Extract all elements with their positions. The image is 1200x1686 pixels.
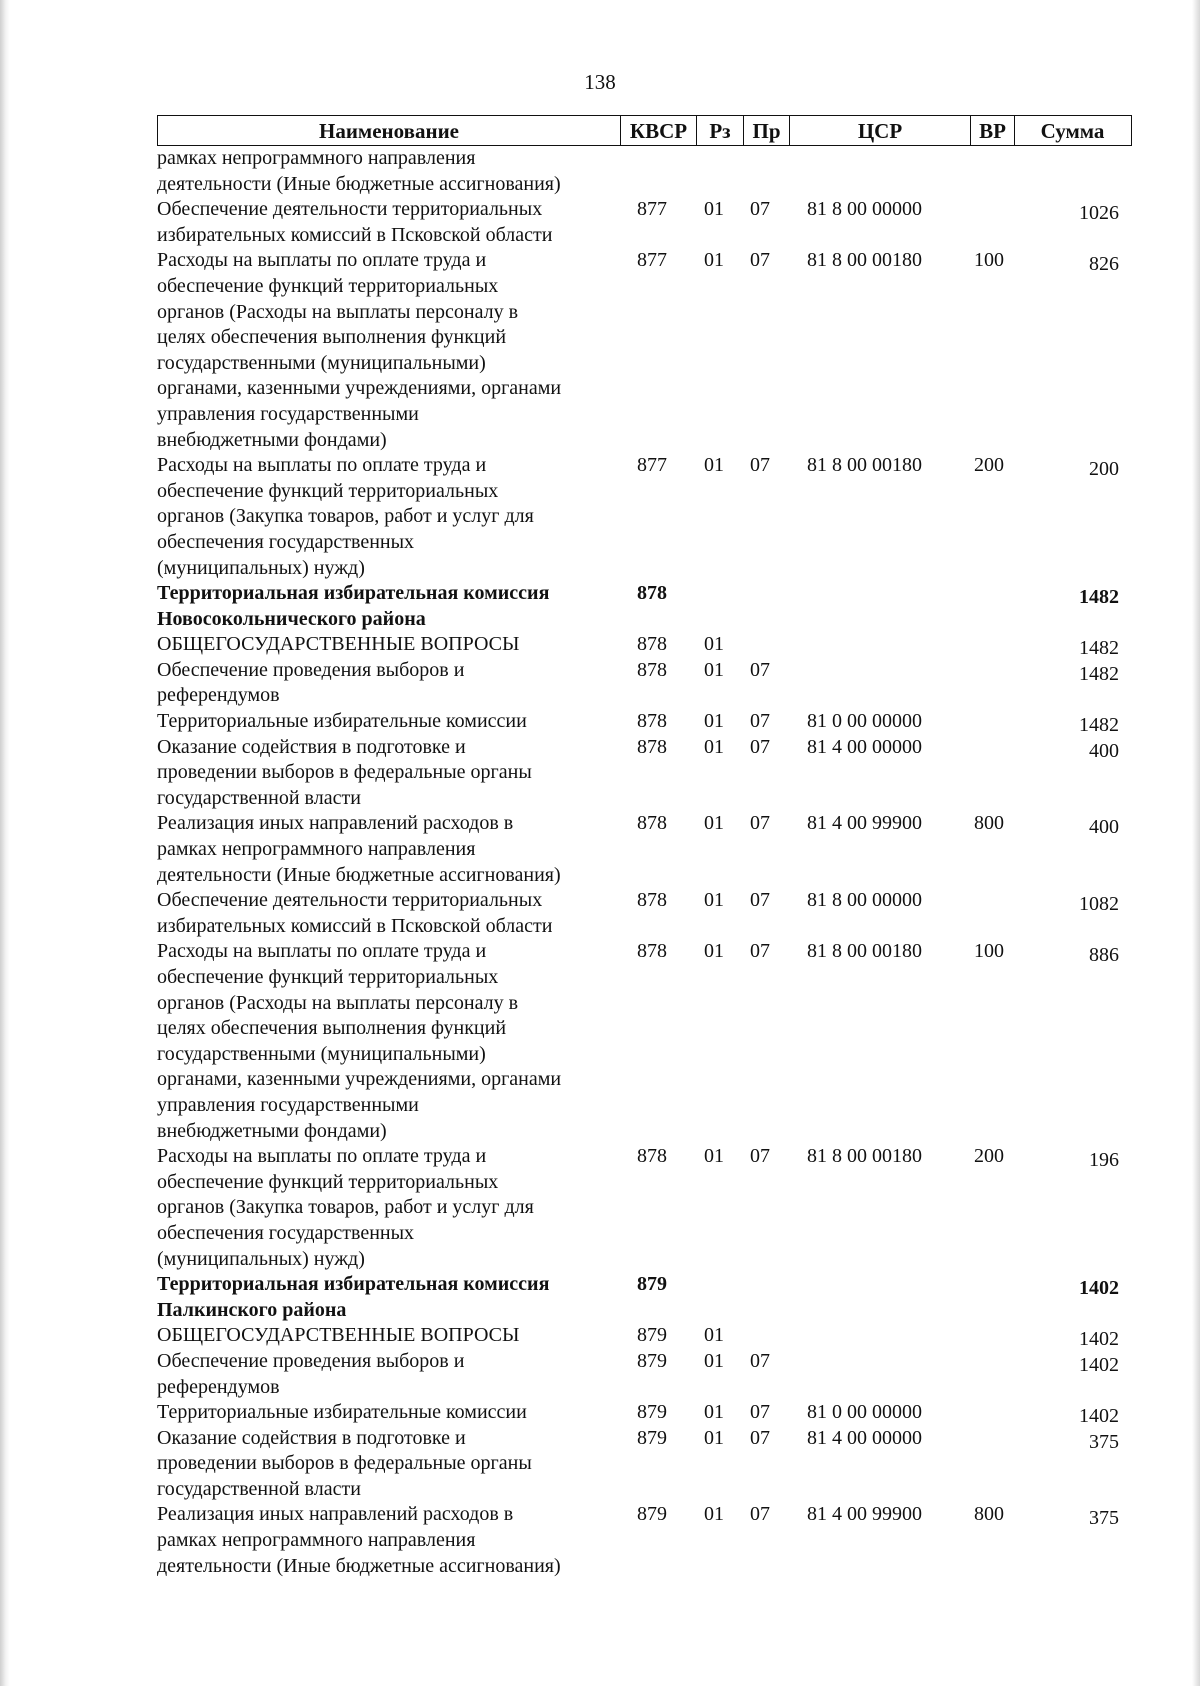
row-rz: 01 [704,633,724,656]
row-csr: 81 4 00 00000 [807,735,922,758]
row-sum: 375 [1089,1507,1119,1530]
row-rz: 01 [704,658,724,681]
row-pr: 07 [750,710,770,733]
row-kvsr: 878 [637,1145,667,1168]
row-rz: 01 [704,940,724,963]
table-row [157,1426,1132,1503]
row-name: ОБЩЕГОСУДАРСТВЕННЫЕ ВОПРОСЫ [157,633,520,656]
row-pr: 07 [750,812,770,835]
table-row [157,888,1132,939]
row-sum: 400 [1089,816,1119,839]
row-csr: 81 8 00 00000 [807,889,922,912]
header-name: Наименование [158,116,621,145]
row-pr: 07 [750,249,770,272]
row-name: рамках непрограммного направления деятельности (Иные бюджетные ассигнования) [157,147,561,195]
row-pr: 07 [750,940,770,963]
table-row [157,453,1132,581]
row-kvsr: 879 [637,1401,667,1424]
row-name: Реализация иных направлений расходов в рамках непрограммного направления деятельности (Иные бюджетные ассигнования) [157,1503,561,1577]
row-sum: 200 [1089,458,1119,481]
scan-edge-left [0,0,10,1686]
row-sum: 1482 [1079,637,1119,660]
row-name: Оказание содействия в подготовке и проведении выборов в федеральные органы государственной власти [157,1426,532,1500]
row-rz: 01 [704,710,724,733]
row-sum: 1402 [1079,1328,1119,1351]
row-pr: 07 [750,454,770,477]
row-sum: 196 [1089,1149,1119,1172]
row-sum: 1402 [1079,1277,1119,1300]
row-vr: 200 [974,454,1004,477]
header-rz: Рз [697,116,744,145]
row-kvsr: 878 [637,812,667,835]
row-csr: 81 8 00 00180 [807,940,922,963]
row-sum: 1402 [1079,1353,1119,1376]
row-name: Территориальная избирательная комиссия Палкинского района [157,1273,550,1321]
row-csr: 81 8 00 00000 [807,198,922,221]
row-kvsr: 879 [637,1324,667,1347]
row-pr: 07 [750,198,770,221]
row-kvsr: 878 [637,940,667,963]
row-vr: 800 [974,812,1004,835]
table-row [157,939,1132,1144]
row-name: Реализация иных направлений расходов в рамках непрограммного направления деятельности (Иные бюджетные ассигнования) [157,812,561,886]
row-csr: 81 8 00 00180 [807,1145,922,1168]
table-row [157,1400,1132,1426]
table-row [157,1144,1132,1272]
row-csr: 81 4 00 99900 [807,812,922,835]
row-csr: 81 8 00 00180 [807,249,922,272]
row-vr: 100 [974,249,1004,272]
row-name: Расходы на выплаты по оплате труда и обеспечение функций территориальных органов (Закупка товаров, работ и услуг для обеспечения государственных (муниципальных) нужд) [157,454,534,579]
row-rz: 01 [704,1503,724,1526]
row-kvsr: 877 [637,249,667,272]
row-sum: 1482 [1079,662,1119,685]
row-pr: 07 [750,1349,770,1372]
row-rz: 01 [704,454,724,477]
row-csr: 81 4 00 00000 [807,1426,922,1449]
row-sum: 400 [1089,739,1119,762]
row-kvsr: 879 [637,1426,667,1449]
table-row [157,1502,1132,1579]
page-number: 138 [584,70,616,94]
row-rz: 01 [704,812,724,835]
row-kvsr: 877 [637,454,667,477]
table-row [157,146,1132,197]
row-sum: 375 [1089,1430,1119,1453]
table-row [157,735,1132,812]
row-rz: 01 [704,889,724,912]
table-header [157,115,1132,146]
row-csr: 81 0 00 00000 [807,1401,922,1424]
row-name: ОБЩЕГОСУДАРСТВЕННЫЕ ВОПРОСЫ [157,1324,520,1347]
row-kvsr: 878 [637,735,667,758]
row-pr: 07 [750,1401,770,1424]
row-name: Расходы на выплаты по оплате труда и обеспечение функций территориальных органов (Расходы на выплаты персоналу в целях обеспечения выполнения функций государственными (муниципальными) органами, казенными учреждениями, органами управления государственными внебюджетными фондами) [157,249,562,451]
row-vr: 200 [974,1145,1004,1168]
row-sum: 826 [1089,253,1119,276]
row-name: Территориальная избирательная комиссия Новосокольнического района [157,582,550,630]
section-header-row [157,1272,1132,1323]
table-row [157,709,1132,735]
header-pr: Пр [744,116,790,145]
row-sum: 1026 [1079,202,1119,225]
row-name: Обеспечение деятельности территориальных избирательных комиссий в Псковской области [157,198,553,246]
row-kvsr: 878 [637,710,667,733]
row-pr: 07 [750,1426,770,1449]
row-csr: 81 0 00 00000 [807,710,922,733]
row-vr: 100 [974,940,1004,963]
row-kvsr: 877 [637,198,667,221]
row-kvsr: 878 [637,889,667,912]
row-pr: 07 [750,735,770,758]
row-rz: 01 [704,735,724,758]
row-rz: 01 [704,1349,724,1372]
row-sum: 1082 [1079,893,1119,916]
table-row [157,811,1132,888]
row-sum: 1482 [1079,586,1119,609]
row-kvsr: 878 [637,658,667,681]
row-pr: 07 [750,1145,770,1168]
row-sum: 1402 [1079,1405,1119,1428]
row-name: Расходы на выплаты по оплате труда и обеспечение функций территориальных органов (Закупка товаров, работ и услуг для обеспечения государственных (муниципальных) нужд) [157,1145,534,1270]
section-header-row [157,581,1132,632]
table-row [157,1349,1132,1400]
row-name: Территориальные избирательные комиссии [157,1401,527,1424]
row-pr: 07 [750,1503,770,1526]
row-csr: 81 8 00 00180 [807,454,922,477]
row-kvsr: 879 [637,1273,667,1296]
row-pr: 07 [750,889,770,912]
row-rz: 01 [704,1426,724,1449]
row-name: Обеспечение проведения выборов и референдумов [157,658,465,707]
scan-edge-right [1192,0,1200,1686]
header-kvsr: КВСР [621,116,697,145]
table-row [157,632,1132,658]
row-pr: 07 [750,658,770,681]
row-kvsr: 878 [637,633,667,656]
row-name: Обеспечение проведения выборов и референдумов [157,1349,465,1398]
row-name: Расходы на выплаты по оплате труда и обеспечение функций территориальных органов (Расходы на выплаты персоналу в целях обеспечения выполнения функций государственными (муниципальными) органами, казенными учреждениями, органами управления государственными внебюджетными фондами) [157,940,562,1142]
row-name: Территориальные избирательные комиссии [157,710,527,733]
table-body [157,146,1132,1579]
table-row [157,248,1132,453]
header-csr: ЦСР [857,119,903,143]
header-vr: ВР [970,116,1015,145]
row-sum: 886 [1089,944,1119,967]
header-sum: Сумма [1040,119,1105,143]
row-rz: 01 [704,198,724,221]
row-kvsr: 879 [637,1503,667,1526]
row-name: Обеспечение деятельности территориальных избирательных комиссий в Псковской области [157,889,553,937]
row-vr: 800 [974,1503,1004,1526]
row-rz: 01 [704,1401,724,1424]
table-row [157,197,1132,248]
row-csr: 81 4 00 99900 [807,1503,922,1526]
row-name: Оказание содействия в подготовке и проведении выборов в федеральные органы государственной власти [157,735,532,809]
table-row [157,658,1132,709]
row-rz: 01 [704,249,724,272]
row-rz: 01 [704,1324,724,1347]
row-sum: 1482 [1079,714,1119,737]
row-kvsr: 879 [637,1349,667,1372]
row-rz: 01 [704,1145,724,1168]
table-row [157,1323,1132,1349]
row-kvsr: 878 [637,582,667,605]
